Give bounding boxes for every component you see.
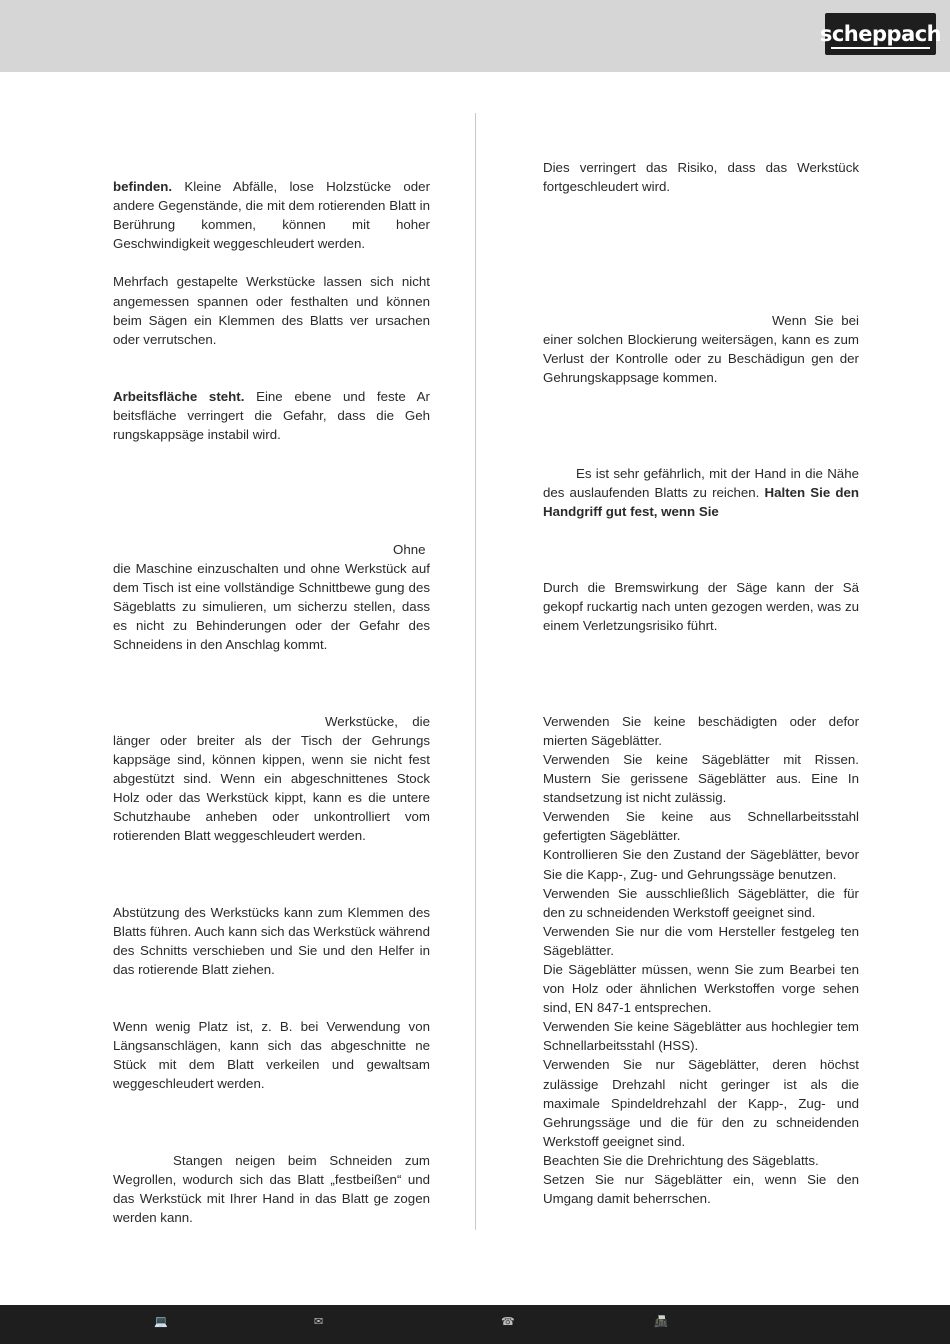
list-item: Verwenden Sie nur die vom Hersteller festgeleg ten Sägeblätter. [543,923,859,958]
paragraph: Es ist sehr gefährlich, mit der Hand in die Nähe des auslaufenden Blatts zu reichen. Halten Sie den Handgriff gut fest, wenn Sie [543,465,859,519]
list-item: Verwenden Sie keine beschädigten oder defor mierten Sägeblätter. [543,713,859,748]
column-divider [475,113,476,1230]
list-item: Verwenden Sie ausschließlich Sägeblätter, die für den zu schneidenden Werkstoff geeignet sind. [543,885,859,920]
paragraph: Wenn wenig Platz ist, z. B. bei Verwendung von Längsanschlägen, kann sich das abgeschnitte ne Stück mit dem Blatt verkeilen und gewaltsam weggeschleudert werden. [113,1019,431,1092]
paragraph: Stangen neigen beim Schneiden zum Wegrollen, wodurch sich das Blatt „festbeißen“ und das Werkstück mit Ihrer Hand in das Blatt ge zogen werden kann. [113,1152,430,1226]
list-item: Setzen Sie nur Sägeblätter ein, wenn Sie den Umgang damit beherrschen. [543,1172,859,1207]
paragraph: Mehrfach gestapelte Werkstücke lassen sich nicht angemessen spannen oder festhalten und können beim Sägen ein Klemmen des Blatts ver ursachen oder verrutschen. [113,274,430,347]
logo-text: scheppach [819,22,942,46]
paragraph: Dies verringert das Risiko, dass das Werkstück fortgeschleudert wird. [543,160,859,195]
paragraph: befinden. Kleine Abfälle, lose Holzstücke oder andere Gegenstände, die mit dem rotierenden Blatt in Berührung kommen, können mit hoher Geschwindigkeit weggeschleudert werden. [113,179,431,252]
bold-line: Halten Sie den Handgriff gut fest, wenn Sie [543,484,859,519]
paragraph: Wenn Sie bei einer solchen Blockierung weitersägen, kann es zum Verlust der Kontrolle oder zu Beschädigun gen der Gehrungskappsage kommen. [543,312,859,386]
saw-blade-list [543,712,859,1208]
list-item: Verwenden Sie keine Sägeblätter aus hochlegier tem Schnellarbeitsstahl (HSS). [543,1019,859,1054]
paragraph: Abstützung des Werkstücks kann zum Klemmen des Blatts führen. Auch kann sich das Werkstück während des Schnitts verschieben und Sie und den Helfer in das rotierende Blatt ziehen. [113,904,430,977]
paragraph: Durch die Bremswirkung der Säge kann der Sä gekopf ruckartig nach unten gezogen werden, was zu einem Verletzungsrisiko führt. [543,580,859,634]
bold-lead: befinden. [113,179,173,194]
phone-icon: ☎ [501,1316,515,1328]
brand-logo [819,13,942,55]
list-item: Verwenden Sie keine aus Schnellarbeitsstahl gefertigten Sägeblätter. [543,809,859,844]
list-item: Beachten Sie die Drehrichtung des Sägeblatts. [543,1152,819,1168]
list-item: Kontrollieren Sie den Zustand der Sägeblätter, bevor Sie die Kapp-, Zug- und Gehrungssäge benutzen. [543,847,859,882]
left-column [113,177,430,1227]
header-band [0,0,950,72]
right-column [543,158,859,1208]
mail-icon: ✉ [314,1316,324,1328]
paragraph: Ohne die Maschine einzuschalten und ohne Werkstück auf dem Tisch ist eine vollständige Schnittbewe gung des Sägeblatts zu simulieren, um sicherzu stellen, dass es nicht zu Behinderungen oder der Gefahr des Schneidens in den Anschlag kommt. [113,541,431,653]
laptop-icon: 💻 [154,1316,168,1328]
bold-lead: Arbeitsfläche steht. [113,389,245,405]
list-item: Die Sägeblätter müssen, wenn Sie zum Bearbei ten von Holz oder ähnlichen Werkstoffen vorge sehen sind, EN 847-1 entsprechen. [543,962,859,1016]
paragraph: Werkstücke, die länger oder breiter als der Tisch der Gehrungs kappsäge sind, können kippen, wenn sie nicht fest abgestützt sind. Wenn ein abgeschnittenes Stock Holz oder das Werkstück kippt, kann es die untere Schutzhaube anheben oder unkontrolliert vom rotierenden Blatt weggeschleudert werden. [113,713,430,844]
list-item: Verwenden Sie nur Sägeblätter, deren höchst zulässige Drehzahl nicht geringer ist als die maximale Spindeldrehzahl der Kapp-, Zug- und Gehrungssäge und die für den zu schneidenden Werkstoff geeignet sind. [543,1057,859,1149]
paragraph: Arbeitsfläche steht. Eine ebene und feste Ar beitsfläche verringert die Gefahr, dass die Geh rungskappsäge instabil wird. [113,389,430,443]
fax-icon: 📠 [654,1316,668,1328]
footer-bar [0,1305,950,1344]
list-item: Verwenden Sie keine Sägeblätter mit Rissen. Mustern Sie gerissene Sägeblätter aus. Eine In standsetzung ist nicht zulässig. [543,751,859,806]
